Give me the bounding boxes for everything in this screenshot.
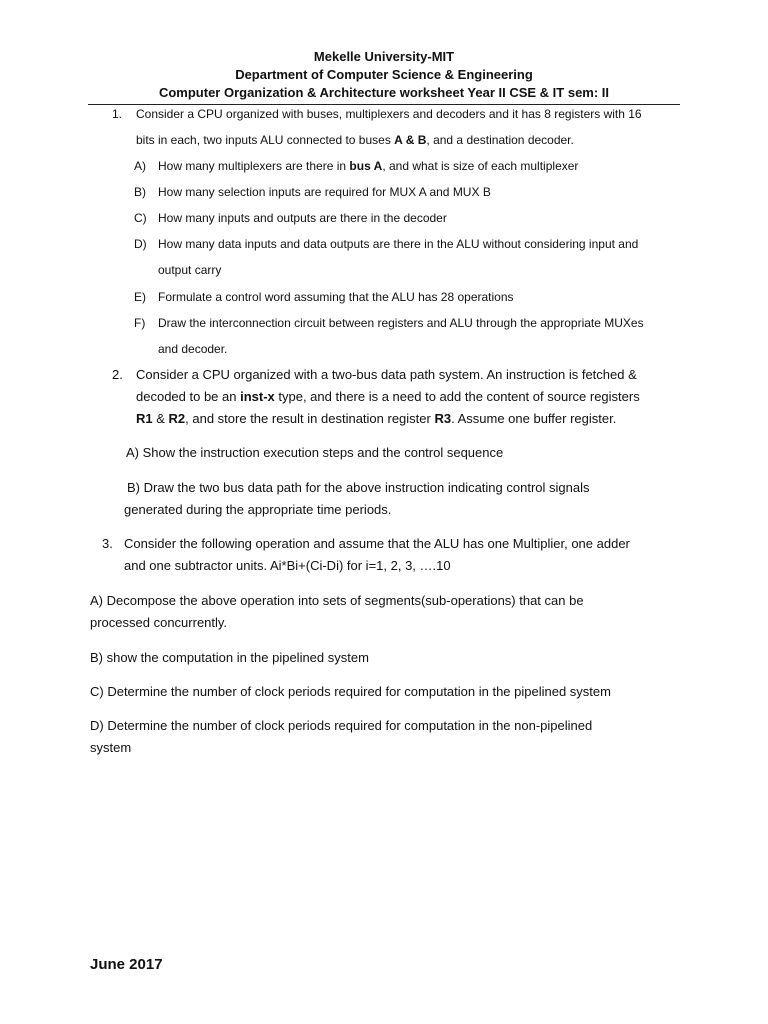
sub-text: How many selection inputs are required for MUX A and MUX B (158, 185, 491, 199)
question-3-part-a (90, 590, 730, 634)
text-line: system (90, 740, 132, 755)
question-number: 1. (112, 107, 123, 121)
text-span: & (152, 411, 169, 426)
bold-span: R1 (136, 411, 153, 426)
question-1-text (136, 107, 676, 159)
worksheet-title: Computer Organization & Architecture worksheet Year II CSE & IT sem: II (158, 85, 610, 100)
sub-letter: F) (134, 316, 146, 330)
text-line: D) Determine the number of clock periods required for computation in the non-pipelined (90, 718, 593, 733)
sub-text: How many inputs and outputs are there in the decoder (158, 211, 447, 225)
bold-span: R2 (168, 411, 186, 426)
question-2-text (136, 364, 676, 430)
question-number: 3. (102, 536, 113, 551)
text-line (136, 386, 676, 408)
bold-span: bus A (349, 159, 383, 173)
text-span: bits in each, two inputs ALU connected to buses (136, 133, 395, 147)
document-header (0, 48, 768, 102)
footer-date: June 2017 (90, 956, 163, 973)
text-line: How many data inputs and data outputs are there in the ALU without considering input and (158, 237, 639, 251)
text-line: Consider a CPU organized with a two-bus data path system. An instruction is fetched & (136, 367, 637, 382)
question-3-part-b: B) show the computation in the pipelined system (90, 650, 369, 665)
text-span: , and store the result in destination register (185, 411, 435, 426)
sub-text (158, 316, 678, 356)
text-span: . Assume one buffer register. (451, 411, 617, 426)
header-rule (88, 104, 680, 105)
text-line: and one subtractor units. Ai*Bi+(Ci-Di) for i=1, 2, 3, ….10 (124, 558, 451, 573)
text-line: Draw the interconnection circuit between registers and ALU through the appropriate MUXes (158, 316, 644, 330)
text-line (136, 408, 676, 430)
university-title: Mekelle University-MIT (313, 49, 455, 64)
sub-text: Formulate a control word assuming that the ALU has 28 operations (158, 290, 514, 304)
question-3-part-c: C) Determine the number of clock periods required for computation in the pipelined system (90, 684, 611, 699)
text-span: How many multiplexers are there in (158, 159, 350, 173)
text-span: , and what is size of each multiplexer (382, 159, 579, 173)
text-line: Consider a CPU organized with buses, multiplexers and decoders and it has 8 registers with 16 (136, 107, 642, 121)
bold-span: A & B (394, 133, 427, 147)
text-line: A) Decompose the above operation into sets of segments(sub-operations) that can be (90, 593, 584, 608)
text-line: output carry (158, 263, 222, 277)
text-line (136, 133, 676, 159)
sub-letter: B) (134, 185, 146, 199)
sub-letter: A) (134, 159, 146, 173)
question-number: 2. (112, 367, 123, 382)
department-title: Department of Computer Science & Engineering (235, 67, 533, 82)
sub-letter: E) (134, 290, 146, 304)
question-2-part-a: A) Show the instruction execution steps and the control sequence (126, 445, 504, 460)
text-span: , and a destination decoder. (426, 133, 574, 147)
question-3-text (124, 533, 664, 577)
sub-text (158, 237, 678, 277)
text-line: processed concurrently. (90, 615, 228, 630)
text-line: B) Draw the two bus data path for the above instruction indicating control signals (127, 480, 590, 495)
text-line: and decoder. (158, 342, 228, 356)
sub-letter: D) (134, 237, 147, 251)
bold-span: R3 (434, 411, 452, 426)
sub-text (158, 159, 678, 173)
sub-letter: C) (134, 211, 147, 225)
question-3-part-d (90, 715, 730, 759)
text-span: type, and there is a need to add the content of source registers (274, 389, 640, 404)
text-line: Consider the following operation and assume that the ALU has one Multiplier, one adder (124, 536, 630, 551)
text-line: generated during the appropriate time periods. (124, 502, 392, 517)
text-span: decoded to be an (136, 389, 241, 404)
question-2-part-b (124, 477, 724, 521)
bold-span: inst-x (240, 389, 275, 404)
